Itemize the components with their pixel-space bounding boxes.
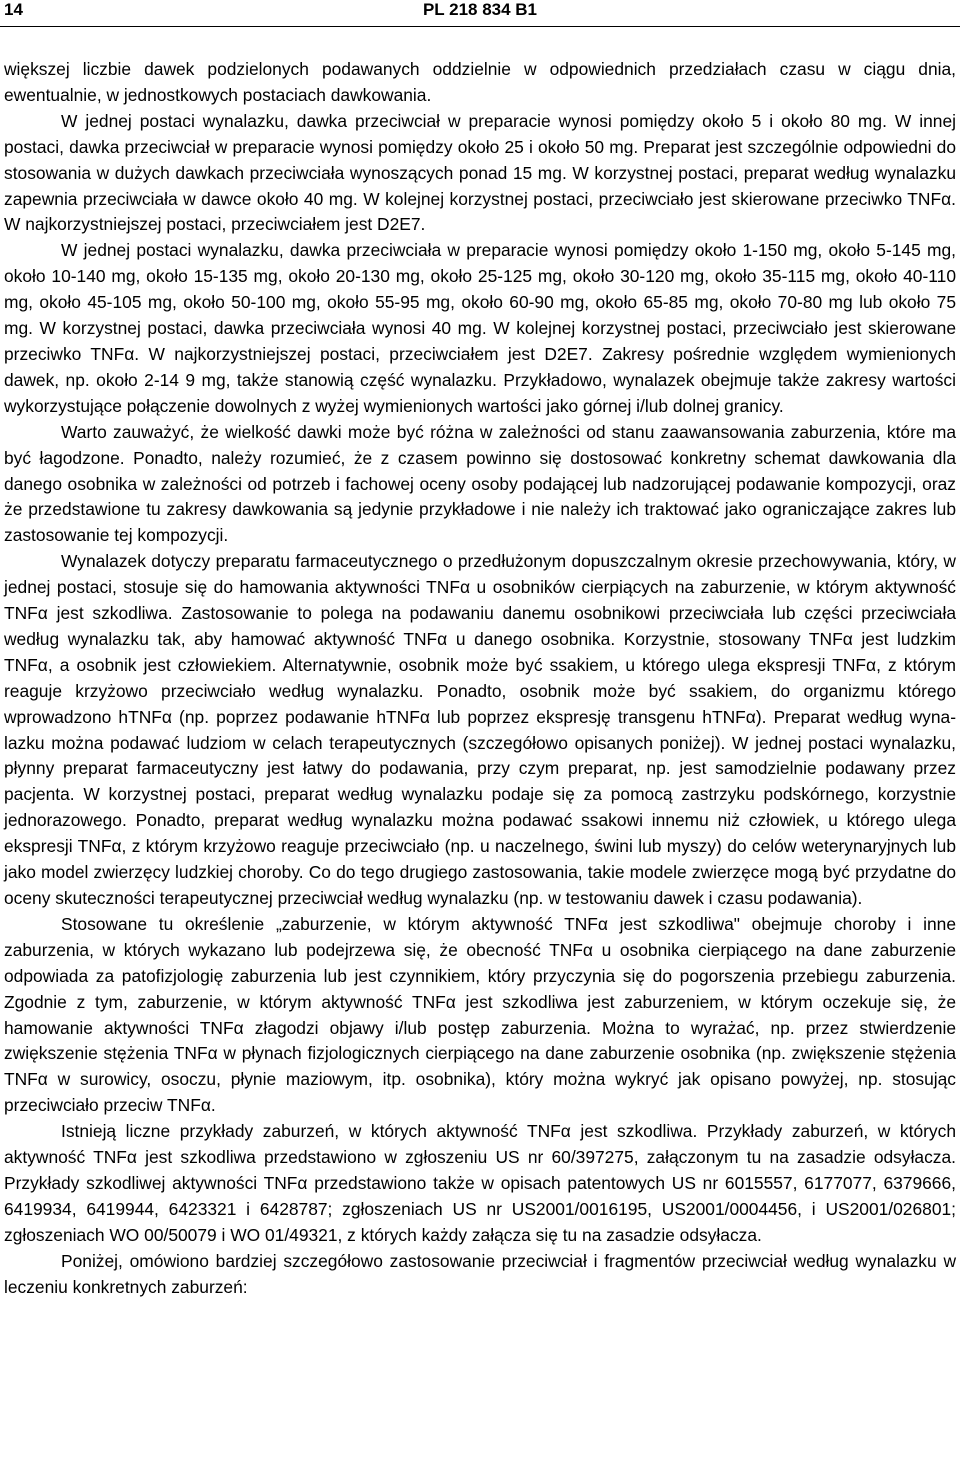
paragraph: większej liczbie dawek podzielonych podawanych oddzielnie w odpowiednich przedziałach czasu w ciągu dnia, ewentualnie, w jednostkowych postaciach dawkowania.	[4, 59, 956, 105]
paragraph: W jednej postaci wynalazku, dawka przeciwciała w preparacie wynosi pomiędzy około 1-150 mg, około 5-145 mg, około 10-140 mg, około 15-135 mg, około 20-130 mg, około 25-125 mg, około 30-120 mg, około 35-115 mg, około 40-110 mg, około 45-105 mg, około 50-100 mg, około 55-95 mg, około 60-90 mg, około 65-85 mg, około 70-80 mg lub około 75 mg. W korzystnej postaci, dawka przeciwciała wynosi 40 mg. W kolejnej korzystnej postaci, przeciwciało jest skierowane przeciwko TNFα. W najkorzystniejszej postaci, przeciwciałem jest D2E7. Zakresy pośrednie względem wymienionych dawek, np. około 2-14 9 mg, także stanowią część wynalazku. Przykładowo, wynalazek obejmuje także zakresy wartości wykorzystujące połączenie dowolnych z wyżej wymienionych wartości jako górnej i/lub dolnej granicy.	[4, 240, 956, 416]
page-number: 14	[4, 0, 23, 19]
body-text	[4, 57, 956, 1301]
patent-number: PL 218 834 B1	[422, 0, 538, 19]
paragraph: Wynalazek dotyczy preparatu farmaceutycznego o przedłużonym dopuszczalnym okresie przechowywania, który, w jednej postaci, stosuje się do hamowania aktywności TNFα u osobników cierpiących na zaburzenie, w którym aktywność TNFα jest szkodliwa. Zastosowanie to polega na podawaniu danemu osobnikowi przeciwciała lub części przeciwciała według wynalazku tak, aby hamować aktywność TNFα u danego osobnika. Korzystnie, stosowany TNFα jest ludzkim TNFα, a osobnik jest człowiekiem. Alternatywnie, osobnik może być ssakiem, u którego ulega ekspresji TNFα, z którym reaguje krzyżowo przeciwciało według wynalazku. Ponadto, osobnik może być ssakiem, do organizmu którego wprowadzono hTNFα (np. poprzez podawanie hTNFα lub poprzez ekspresję transgenu hTNFα). Preparat według wynalazku można podawać ludziom w celach terapeutycznych (szczegółowo opisanych poniżej). W jednej postaci wynalazku, płynny preparat farmaceutyczny jest łatwy do podawania, przy czym preparat, np. jest samodzielnie podawany przez pacjenta. W korzystnej postaci, preparat według wynalazku podaje się za pomocą zastrzyku podskórnego, korzystnie jednorazowego. Ponadto, preparat według wynalazku można podawać ssakowi innemu niż człowiek, u którego ulega ekspresji TNFα, z którym krzyżowo reaguje przeciwciało (np. u naczelnego, świni lub myszy) do celów weterynaryjnych lub jako model zwierzęcy ludzkiej choroby. Co do tego drugiego zastosowania, takie modele zwierzęce mogą być przydatne do oceny skuteczności terapeutycznej przeciwciał według wynalazku (np. w testowaniu dawek i czasu podawania).	[4, 551, 956, 908]
paragraph: W jednej postaci wynalazku, dawka przeciwciał w preparacie wynosi pomiędzy około 5 i około 80 mg. W innej postaci, dawka przeciwciał w preparacie wynosi pomiędzy około 25 i około 50 mg. Preparat jest szczególnie odpowiedni do stosowania w dużych dawkach przeciwciała wynoszących ponad 15 mg. W korzystnej postaci, preparat według wynalazku zapewnia przeciwciała w dawce około 40 mg. W kolejnej korzystnej postaci, przeciwciało jest skierowane przeciwko TNFα. W najkorzystniejszej postaci, przeciwciałem jest D2E7.	[4, 110, 956, 235]
paragraph: Warto zauważyć, że wielkość dawki może być różna w zależności od stanu zaawansowania zaburzenia, które ma być łagodzone. Ponadto, należy rozumieć, że z czasem powinno się dostosować konkretny schemat dawkowania dla danego osobnika w zależności od potrzeb i fachowej oceny osoby podającej lub nadzorującej podawanie kompozycji, oraz że przedstawione tu zakresy dawkowania są jedynie przykładowe i nie należy ich traktować jako ograniczające zakres lub zastosowanie tej kompozycji.	[4, 421, 956, 546]
header-divider	[0, 26, 960, 27]
page-header	[4, 0, 956, 24]
paragraph: Poniżej, omówiono bardziej szczegółowo zastosowanie przeciwciał i fragmentów przeciwciał według wynalazku w leczeniu konkretnych zaburzeń:	[4, 1250, 956, 1297]
paragraph: Istnieją liczne przykłady zaburzeń, w których aktywność TNFα jest szkodliwa. Przykłady zaburzeń, w których aktywność TNFα jest szkodliwa przedstawiono w zgłoszeniu US nr 60/397275, załączonym tu na zasadzie odsyłacza. Przykłady szkodliwej aktywności TNFα przedstawiono także w opisach patentowych US nr 6015557, 6177077, 6379666, 6419934, 6419944, 6423321 i 6428787; zgłoszeniach US nr US2001/0016195, US2001/0004456, i US2001/026801; zgłoszeniach WO 00/50079 i WO 01/49321, z których każdy załącza się tu na zasadzie odsyłacza.	[4, 1121, 956, 1245]
paragraph: Stosowane tu określenie „zaburzenie, w którym aktywność TNFα jest szkodliwa" obejmuje choroby i inne zaburzenia, w których wykazano lub podejrzewa się, że obecność TNFα u osobnika cierpiącego na dane zaburzenie odpowiada za patofizjologię zaburzenia lub jest czynnikiem, który przyczynia się do pogorszenia przebiegu zaburzenia. Zgodnie z tym, zaburzenie, w którym aktywność TNFα jest szkodliwa jest zaburzeniem, w którym oczekuje się, że hamowanie aktywności TNFα złagodzi objawy i/lub postęp zaburzenia. Można to wyrażać, np. przez stwierdzenie zwiększenie stężenia TNFα w płynach fizjologicznych cierpiącego na dane zaburzenie osobnika (np. zwiększenie stężenia TNFα w surowicy, osoczu, płynie maziowym, itp. osobnika), który można wykryć jak opisano powyżej, np. stosując przeciwciało przeciw TNFα.	[4, 913, 956, 1116]
